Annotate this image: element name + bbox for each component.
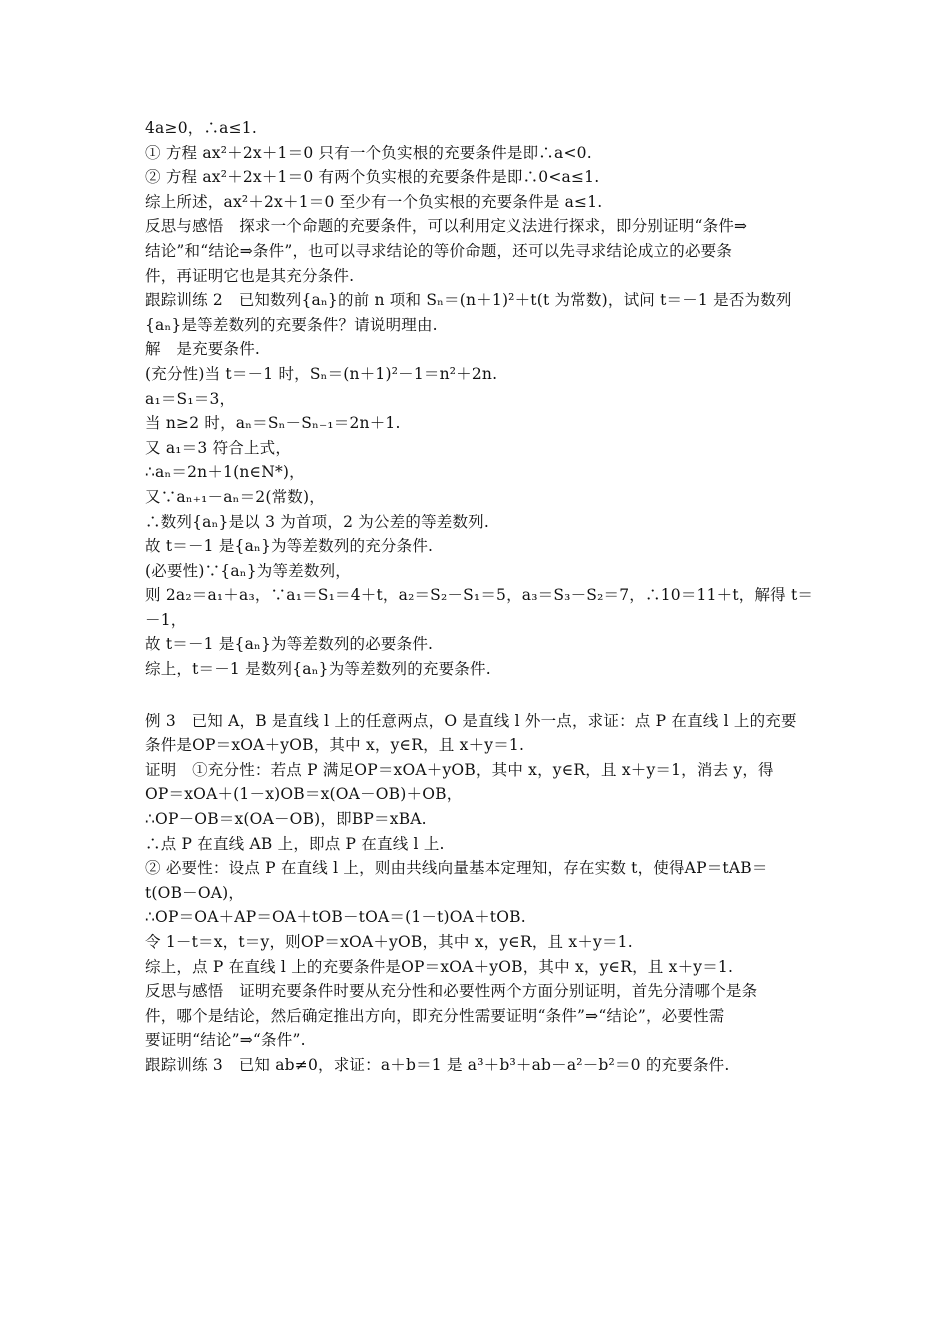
text-line: 要证明“结论”⇒“条件”. <box>145 1031 306 1050</box>
text-line: 则 2a₂＝a₁＋a₃，∵a₁＝S₁＝4＋t，a₂＝S₂－S₁＝5，a₃＝S₃－S₂＝7，∴10＝11＋t，解得 t＝ <box>145 586 814 605</box>
text-line: 综上所述，ax²＋2x＋1＝0 至少有一个负实根的充要条件是 a≤1. <box>145 192 603 211</box>
text-line: 综上，t＝－1 是数列{aₙ}为等差数列的充要条件. <box>145 660 491 679</box>
text-line: 又 a₁＝3 符合上式， <box>145 438 292 457</box>
text-line: 反思与感悟 探求一个命题的充要条件，可以利用定义法进行探求，即分别证明“条件⇒ <box>145 217 748 236</box>
document-page <box>145 116 814 1078</box>
text-line: 故 t＝－1 是{aₙ}为等差数列的充分条件. <box>145 537 434 556</box>
text-line: 令 1－t＝x，t＝y，则OP＝xOA＋yOB，其中 x，y∈R，且 x＋y＝1. <box>145 933 633 951</box>
text-line: ∴点 P 在直线 AB 上，即点 P 在直线 l 上. <box>145 834 445 853</box>
section-spacer <box>145 682 810 709</box>
text-line: 4a≥0，∴a≤1. <box>145 119 257 137</box>
text-line: 例 3 已知 A，B 是直线 l 上的任意两点，O 是直线 l 外一点，求证：点 P 在直线 l 上的充要 <box>145 711 797 730</box>
text-line: 件，哪个是结论，然后确定推出方向，即充分性需要证明“条件”⇒“结论”，必要性需 <box>145 1006 725 1025</box>
text-line: 结论”和“结论⇒条件”，也可以寻求结论的等价命题，还可以先寻求结论成立的必要条 <box>145 241 733 260</box>
text-line: 综上，点 P 在直线 l 上的充要条件是OP＝xOA＋yOB，其中 x，y∈R，且 x＋y＝1. <box>145 957 734 976</box>
text-line: 解 是充要条件. <box>145 340 261 359</box>
text-line: a₁＝S₁＝3， <box>145 389 236 408</box>
text-line: OP＝xOA＋(1－x)OB＝x(OA－OB)＋OB， <box>145 785 463 804</box>
text-line: ② 方程 ax²＋2x＋1＝0 有两个负实根的充要条件是即∴0<a≤1. <box>145 168 600 187</box>
text-line: 又∵aₙ₊₁－aₙ＝2(常数)， <box>145 487 325 506</box>
text-line: 当 n≥2 时，aₙ＝Sₙ－Sₙ₋₁＝2n＋1. <box>145 414 401 433</box>
text-line: 故 t＝－1 是{aₙ}为等差数列的必要条件. <box>145 635 434 654</box>
text-line: (必要性)∵{aₙ}为等差数列， <box>145 561 351 580</box>
text-line: ∴OP＝OA＋AP＝OA＋tOB－tOA＝(1－t)OA＋tOB. <box>145 908 526 927</box>
text-line: 证明 ①充分性：若点 P 满足OP＝xOA＋yOB，其中 x，y∈R，且 x＋y＝1，消去 y，得 <box>145 760 774 779</box>
text-line: 跟踪训练 3 已知 ab≠0，求证：a＋b＝1 是 a³＋b³＋ab－a²－b²＝0 的充要条件. <box>145 1055 730 1074</box>
text-line: ∴aₙ＝2n＋1(n∈N*)， <box>145 463 305 482</box>
text-line: 跟踪训练 2 已知数列{aₙ}的前 n 项和 Sₙ＝(n＋1)²＋t(t 为常数)，试问 t＝－1 是否为数列 <box>145 291 792 310</box>
solution-section <box>145 116 814 682</box>
text-line: ① 方程 ax²＋2x＋1＝0 只有一个负实根的充要条件是即∴a<0. <box>145 143 592 162</box>
text-line: ∴OP－OB＝x(OA－OB)，即BP＝xBA. <box>145 810 427 829</box>
text-line: ∴数列{aₙ}是以 3 为首项，2 为公差的等差数列. <box>145 512 490 531</box>
text-line: (充分性)当 t＝－1 时，Sₙ＝(n＋1)²－1＝n²＋2n. <box>145 364 498 383</box>
text-line: －1， <box>145 610 187 629</box>
text-line: 条件是OP＝xOA＋yOB，其中 x，y∈R，且 x＋y＝1. <box>145 736 525 755</box>
text-line: 反思与感悟 证明充要条件时要从充分性和必要性两个方面分别证明，首先分清哪个是条 <box>145 982 758 1001</box>
example-3-section <box>145 709 810 1078</box>
text-line: 件，再证明它也是其充分条件. <box>145 266 355 285</box>
text-line: {aₙ}是等差数列的充要条件？请说明理由. <box>145 315 438 334</box>
text-line: t(OB－OA)， <box>145 883 245 902</box>
text-line: ② 必要性：设点 P 在直线 l 上，则由共线向量基本定理知，存在实数 t，使得AP＝tAB＝ <box>145 859 768 878</box>
